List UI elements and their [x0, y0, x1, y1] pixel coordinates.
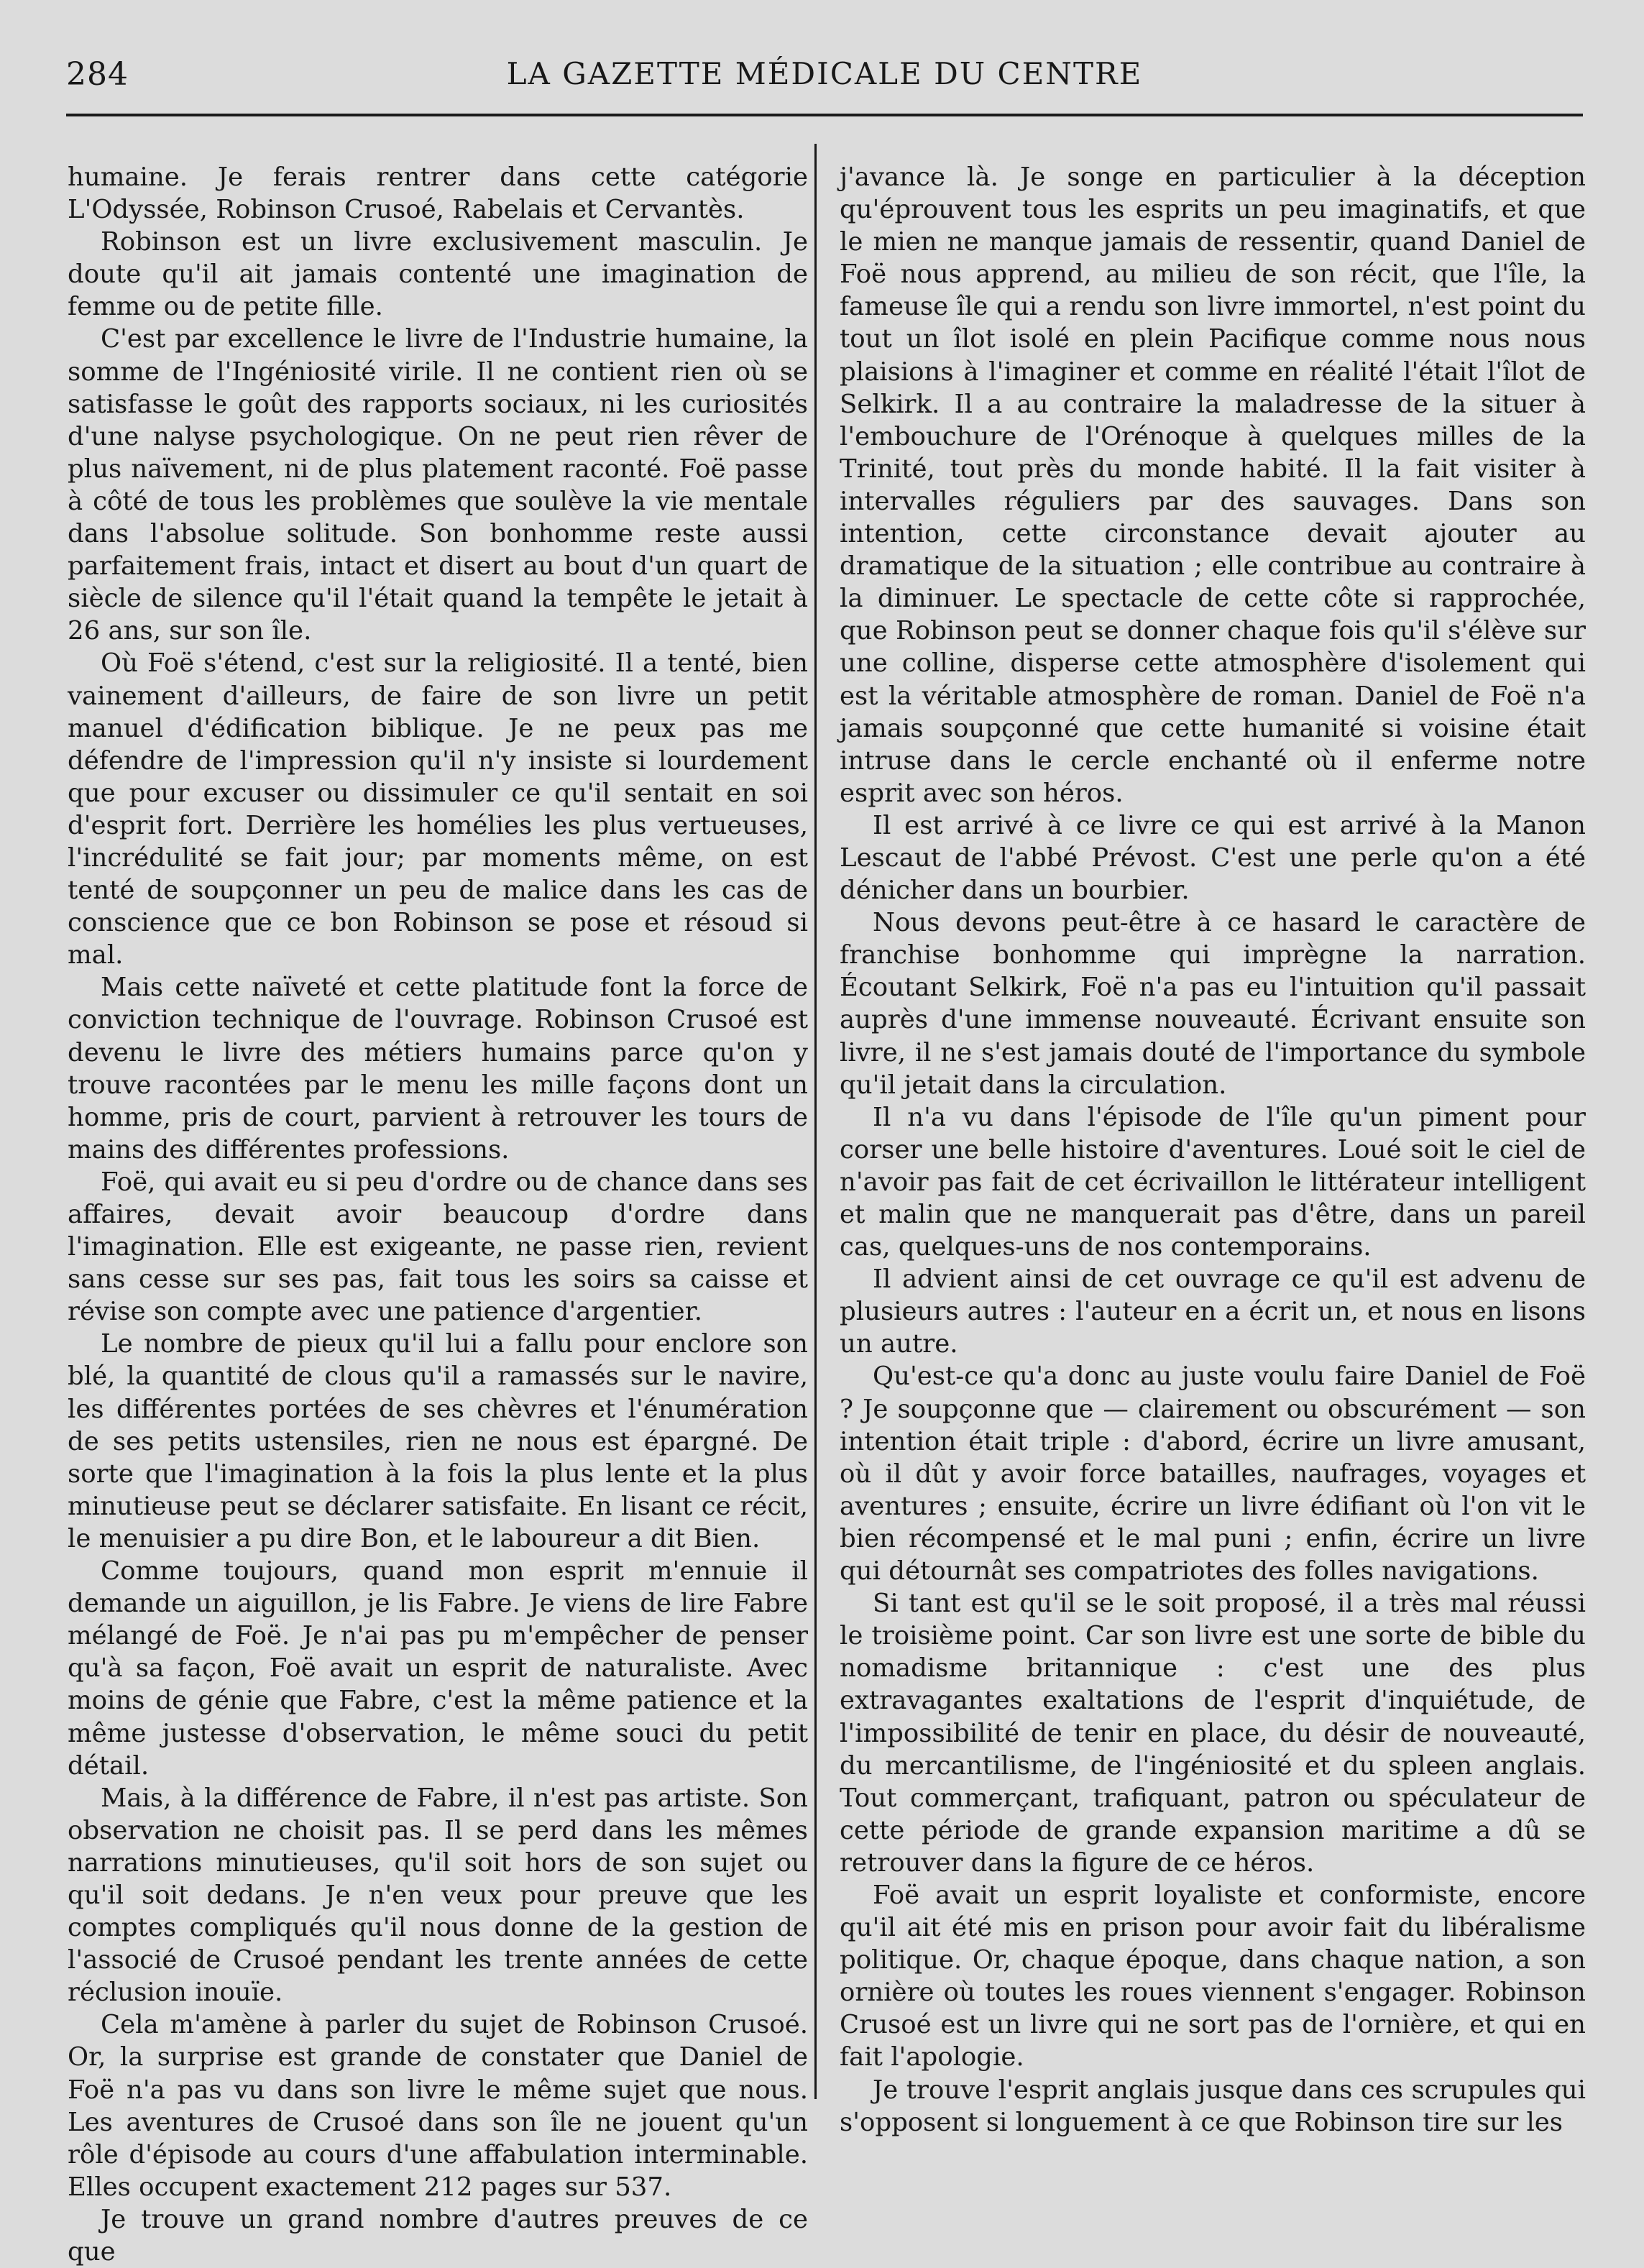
- page-header: [66, 56, 1583, 106]
- paragraph: Mais, à la différence de Fabre, il n'est pas artiste. Son observation ne choisit pas. Il se perd dans les mêmes narrations minutieuses, qu'il soit hors de son sujet ou qu'il soit dedans. Je n'en veux pour preuve que les comptes compliqués qu'il nous donne de la gestion de l'associé de Crusoé pendant les trente années de cette réclusion inouïe.: [68, 1783, 808, 2008]
- paragraph: C'est par excellence le livre de l'Industrie humaine, la somme de l'Ingéniosité virile. Il ne contient rien où se satisfasse le goût des rapports sociaux, ni les curiosités d'une nalyse psychologique. On ne peut rien rêver de plus naïvement, ni de plus platement raconté. Foë passe à côté de tous les problèmes que soulève la vie mentale dans l'absolue solitude. Son bonhomme reste aussi parfaitement frais, intact et disert au bout d'un quart de siècle de silence qu'il l'était quand la tempête le jetait à 26 ans, sur son île.: [68, 324, 808, 646]
- paragraph: Mais cette naïveté et cette platitude font la force de conviction technique de l'ouvrage. Robinson Crusoé est devenu le livre des métiers humains parce qu'on y trouve racontées par le menu les mille façons dont un homme, pris de court, parvient à retrouver les tours de mains des différentes professions.: [68, 973, 808, 1165]
- paragraph: Il est arrivé à ce livre ce qui est arrivé à la Manon Lescaut de l'abbé Prévost. C'est une perle qu'on a été dénicher dans un bourbier.: [840, 810, 1586, 906]
- paragraph: Qu'est-ce qu'a donc au juste voulu faire Daniel de Foë ? Je soupçonne que — clairement ou obscurément — son intention était triple : d'abord, écrire un livre amusant, où il dût y avoir force batailles, naufrages, voyages et aventures ; ensuite, écrire un livre édifiant où l'on vit le bien récompensé et le mal puni ; enfin, écrire un livre qui détournât ses compatriotes des folles navigations.: [840, 1362, 1586, 1587]
- right-column: [840, 161, 1586, 2139]
- paragraph: Il advient ainsi de cet ouvrage ce qu'il est advenu de plusieurs autres : l'auteur en a écrit un, et nous en lisons un autre.: [840, 1264, 1586, 1359]
- paragraph: Foë avait un esprit loyaliste et conformiste, encore qu'il ait été mis en prison pour avoir fait du libéralisme politique. Or, chaque époque, dans chaque nation, a son ornière où toutes les roues viennent s'engager. Robinson Crusoé est un livre qui ne sort pas de l'ornière, et qui en fait l'apologie.: [840, 1880, 1586, 2072]
- column-divider: [814, 144, 817, 2099]
- paragraph: Robinson est un livre exclusivement masculin. Je doute qu'il ait jamais contenté une imagination de femme ou de petite fille.: [68, 227, 808, 322]
- paragraph: humaine. Je ferais rentrer dans cette catégorie L'Odyssée, Robinson Crusoé, Rabelais et Cervantès.: [68, 162, 808, 225]
- paragraph: Je trouve un grand nombre d'autres preuves de ce que: [68, 2204, 808, 2267]
- paragraph: Cela m'amène à parler du sujet de Robinson Crusoé. Or, la surprise est grande de constater que Daniel de Foë n'a pas vu dans son livre le même sujet que nous. Les aventures de Crusoé dans son île ne jouent qu'un rôle d'épisode au cours d'une affabulation interminable. Elles occupent exactement 212 pages sur 537.: [68, 2010, 808, 2202]
- paragraph: Foë, qui avait eu si peu d'ordre ou de chance dans ses affaires, devait avoir beaucoup d'ordre dans l'imagination. Elle est exigeante, ne passe rien, revient sans cesse sur ses pas, fait tous les soirs sa caisse et révise son compte avec une patience d'argentier.: [68, 1167, 808, 1327]
- paragraph: Il n'a vu dans l'épisode de l'île qu'un piment pour corser une belle histoire d'aventures. Loué soit le ciel de n'avoir pas fait de cet écrivaillon le littérateur intelligent et malin que ne manquerait pas d'être, dans un pareil cas, quelques-uns de nos contemporains.: [840, 1102, 1586, 1262]
- left-column: [68, 161, 808, 2268]
- header-rule: [66, 114, 1583, 116]
- paragraph: Nous devons peut-être à ce hasard le caractère de franchise bonhomme qui imprègne la narration. Écoutant Selkirk, Foë n'a pas eu l'intuition qu'il passait auprès d'une immense nouveauté. Écrivant ensuite son livre, il ne s'est jamais douté de l'importance du symbole qu'il jetait dans la circulation.: [840, 908, 1586, 1100]
- paragraph: Comme toujours, quand mon esprit m'ennuie il demande un aiguillon, je lis Fabre. Je viens de lire Fabre mélangé de Foë. Je n'ai pas pu m'empêcher de penser qu'à sa façon, Foë avait un esprit de naturaliste. Avec moins de génie que Fabre, c'est la même patience et la même justesse d'observation, le même souci du petit détail.: [68, 1556, 808, 1781]
- paragraph: Où Foë s'étend, c'est sur la religiosité. Il a tenté, bien vainement d'ailleurs, de faire de son livre un petit manuel d'édification biblique. Je ne peux pas me défendre de l'impression qu'il n'y insiste si lourdement que pour excuser ou dissimuler ce qu'il sentait en soi d'esprit fort. Derrière les homélies les plus vertueuses, l'incrédulité se fait jour; par moments même, on est tenté de soupçonner un peu de malice dans les cas de conscience que ce bon Robinson se pose et résoud si mal.: [68, 648, 808, 970]
- running-title: LA GAZETTE MÉDICALE DU CENTRE: [506, 56, 1143, 91]
- paragraph: j'avance là. Je songe en particulier à la déception qu'éprouvent tous les esprits un peu imaginatifs, et que le mien ne manque jamais de ressentir, quand Daniel de Foë nous apprend, au milieu de son récit, que l'île, la fameuse île qui a rendu son livre immortel, n'est point du tout un îlot isolé en plein Pacifique comme nous nous plaisions à l'imaginer et comme en réalité l'était l'îlot de Selkirk. Il a au contraire la maladresse de la situer à l'embouchure de l'Orénoque à quelques milles de la Trinité, tout près du monde habité. Il la fait visiter à intervalles réguliers par des sauvages. Dans son intention, cette circonstance devait ajouter au dramatique de la situation ; elle contribue au contraire à la diminuer. Le spectacle de cette côte si rapprochée, que Robinson peut se donner chaque fois qu'il s'élève sur une colline, disperse cette atmosphère d'isolement qui est la véritable atmosphère de roman. Daniel de Foë n'a jamais soupçonné que cette humanité si voisine était intruse dans le cercle enchanté où il enferme notre esprit avec son héros.: [840, 162, 1586, 808]
- paragraph: Si tant est qu'il se le soit proposé, il a très mal réussi le troisième point. Car son livre est une sorte de bible du nomadisme britannique : c'est une des plus extravagantes exaltations de l'esprit d'inquiétude, de l'impossibilité de tenir en place, du désir de nouveauté, du mercantilisme, de l'ingéniosité et du spleen anglais. Tout commerçant, trafiquant, patron ou spéculateur de cette période de grande expansion maritime a dû se retrouver dans la figure de ce héros.: [840, 1589, 1586, 1878]
- paragraph: Je trouve l'esprit anglais jusque dans ces scrupules qui s'opposent si longuement à ce que Robinson tire sur les: [840, 2075, 1586, 2137]
- page-number: 284: [66, 56, 129, 93]
- paragraph: Le nombre de pieux qu'il lui a fallu pour enclore son blé, la quantité de clous qu'il a ramassés sur le navire, les différentes portées de ses chèvres et l'énumération de ses petits ustensiles, rien ne nous est épargné. De sorte que l'imagination à la fois la plus lente et la plus minutieuse peut se déclarer satisfaite. En lisant ce récit, le menuisier a pu dire Bon, et le laboureur a dit Bien.: [68, 1329, 808, 1553]
